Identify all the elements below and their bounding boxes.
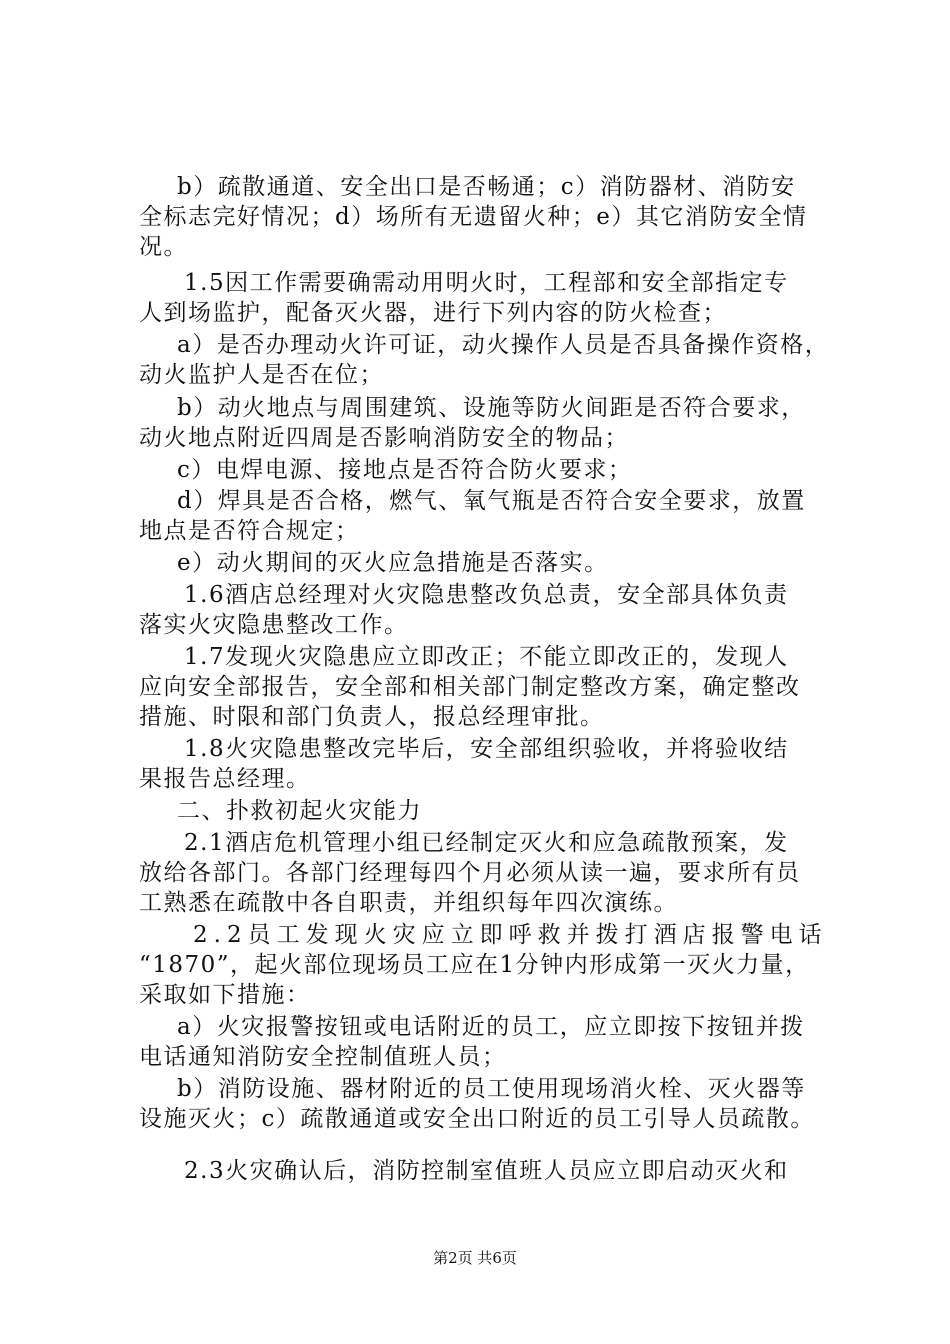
text-line: 2.1酒店危机管理小组已经制定灭火和应急疏散预案，发 — [184, 830, 789, 856]
text-line: 果报告总经理。 — [139, 766, 311, 792]
text-line: d）焊具是否合格，燃气、氧气瓶是否符合安全要求，放置 — [177, 488, 806, 514]
text-line: 二、扑救初起火灾能力 — [177, 798, 422, 824]
page-footer: 第2页 共6页 — [433, 1249, 517, 1267]
text-line: 工熟悉在疏散中各自职责，并组织每年四次演练。 — [139, 890, 678, 916]
text-line: 1.8火灾隐患整改完毕后，安全部组织验收，并将验收结 — [184, 736, 789, 762]
text-line: 动火地点附近四周是否影响消防安全的物品； — [139, 425, 629, 451]
text-line: 2.3火灾确认后，消防控制室值班人员应立即启动灭火和 — [184, 1158, 789, 1184]
text-line: 电话通知消防安全控制值班人员； — [139, 1044, 507, 1070]
text-line: 况。 — [139, 234, 188, 260]
text-line: b）消防设施、器材附近的员工使用现场消火栓、灭火器等 — [177, 1076, 806, 1102]
text-line: e）动火期间的灭火应急措施是否落实。 — [177, 550, 609, 576]
text-line: 人到场监护，配备灭火器，进行下列内容的防火检查； — [139, 300, 727, 326]
text-line: a）是否办理动火许可证，动火操作人员是否具备操作资格， — [177, 332, 830, 358]
text-line: 落实火灾隐患整改工作。 — [139, 612, 409, 638]
text-line: “1870”，起火部位现场员工应在1分钟内形成第一灭火力量， — [139, 952, 810, 978]
text-line: 放给各部门。各部门经理每四个月必须从读一遍，要求所有员 — [139, 860, 801, 886]
text-line: 采取如下措施： — [139, 982, 311, 1008]
text-line: 地点是否符合规定； — [139, 518, 360, 544]
text-line: 2.2员工发现火灾应立即呼救并拨打酒店报警电话 — [193, 922, 828, 948]
text-line: 1.5因工作需要确需动用明火时，工程部和安全部指定专 — [184, 270, 789, 296]
text-line: 全标志完好情况；d）场所有无遗留火种；e）其它消防安全情 — [139, 204, 808, 230]
text-line: 动火监护人是否在位； — [139, 362, 384, 388]
text-line: 应向安全部报告，安全部和相关部门制定整改方案，确定整改 — [139, 674, 801, 700]
text-line: 1.7发现火灾隐患应立即改正；不能立即改正的，发现人 — [184, 644, 789, 670]
text-line: 措施、时限和部门负责人，报总经理审批。 — [139, 704, 605, 730]
text-line: a）火灾报警按钮或电话附近的员工，应立即按下按钮并拨 — [177, 1014, 805, 1040]
text-line: b）动火地点与周围建筑、设施等防火间距是否符合要求， — [177, 395, 806, 421]
text-line: c）电焊电源、接地点是否符合防火要求； — [177, 457, 633, 483]
text-line: b）疏散通道、安全出口是否畅通；c）消防器材、消防安 — [177, 174, 796, 200]
text-line: 设施灭火；c）疏散通道或安全出口附近的员工引导人员疏散。 — [139, 1106, 815, 1132]
text-line: 1.6酒店总经理对火灾隐患整改负总责，安全部具体负责 — [184, 582, 789, 608]
